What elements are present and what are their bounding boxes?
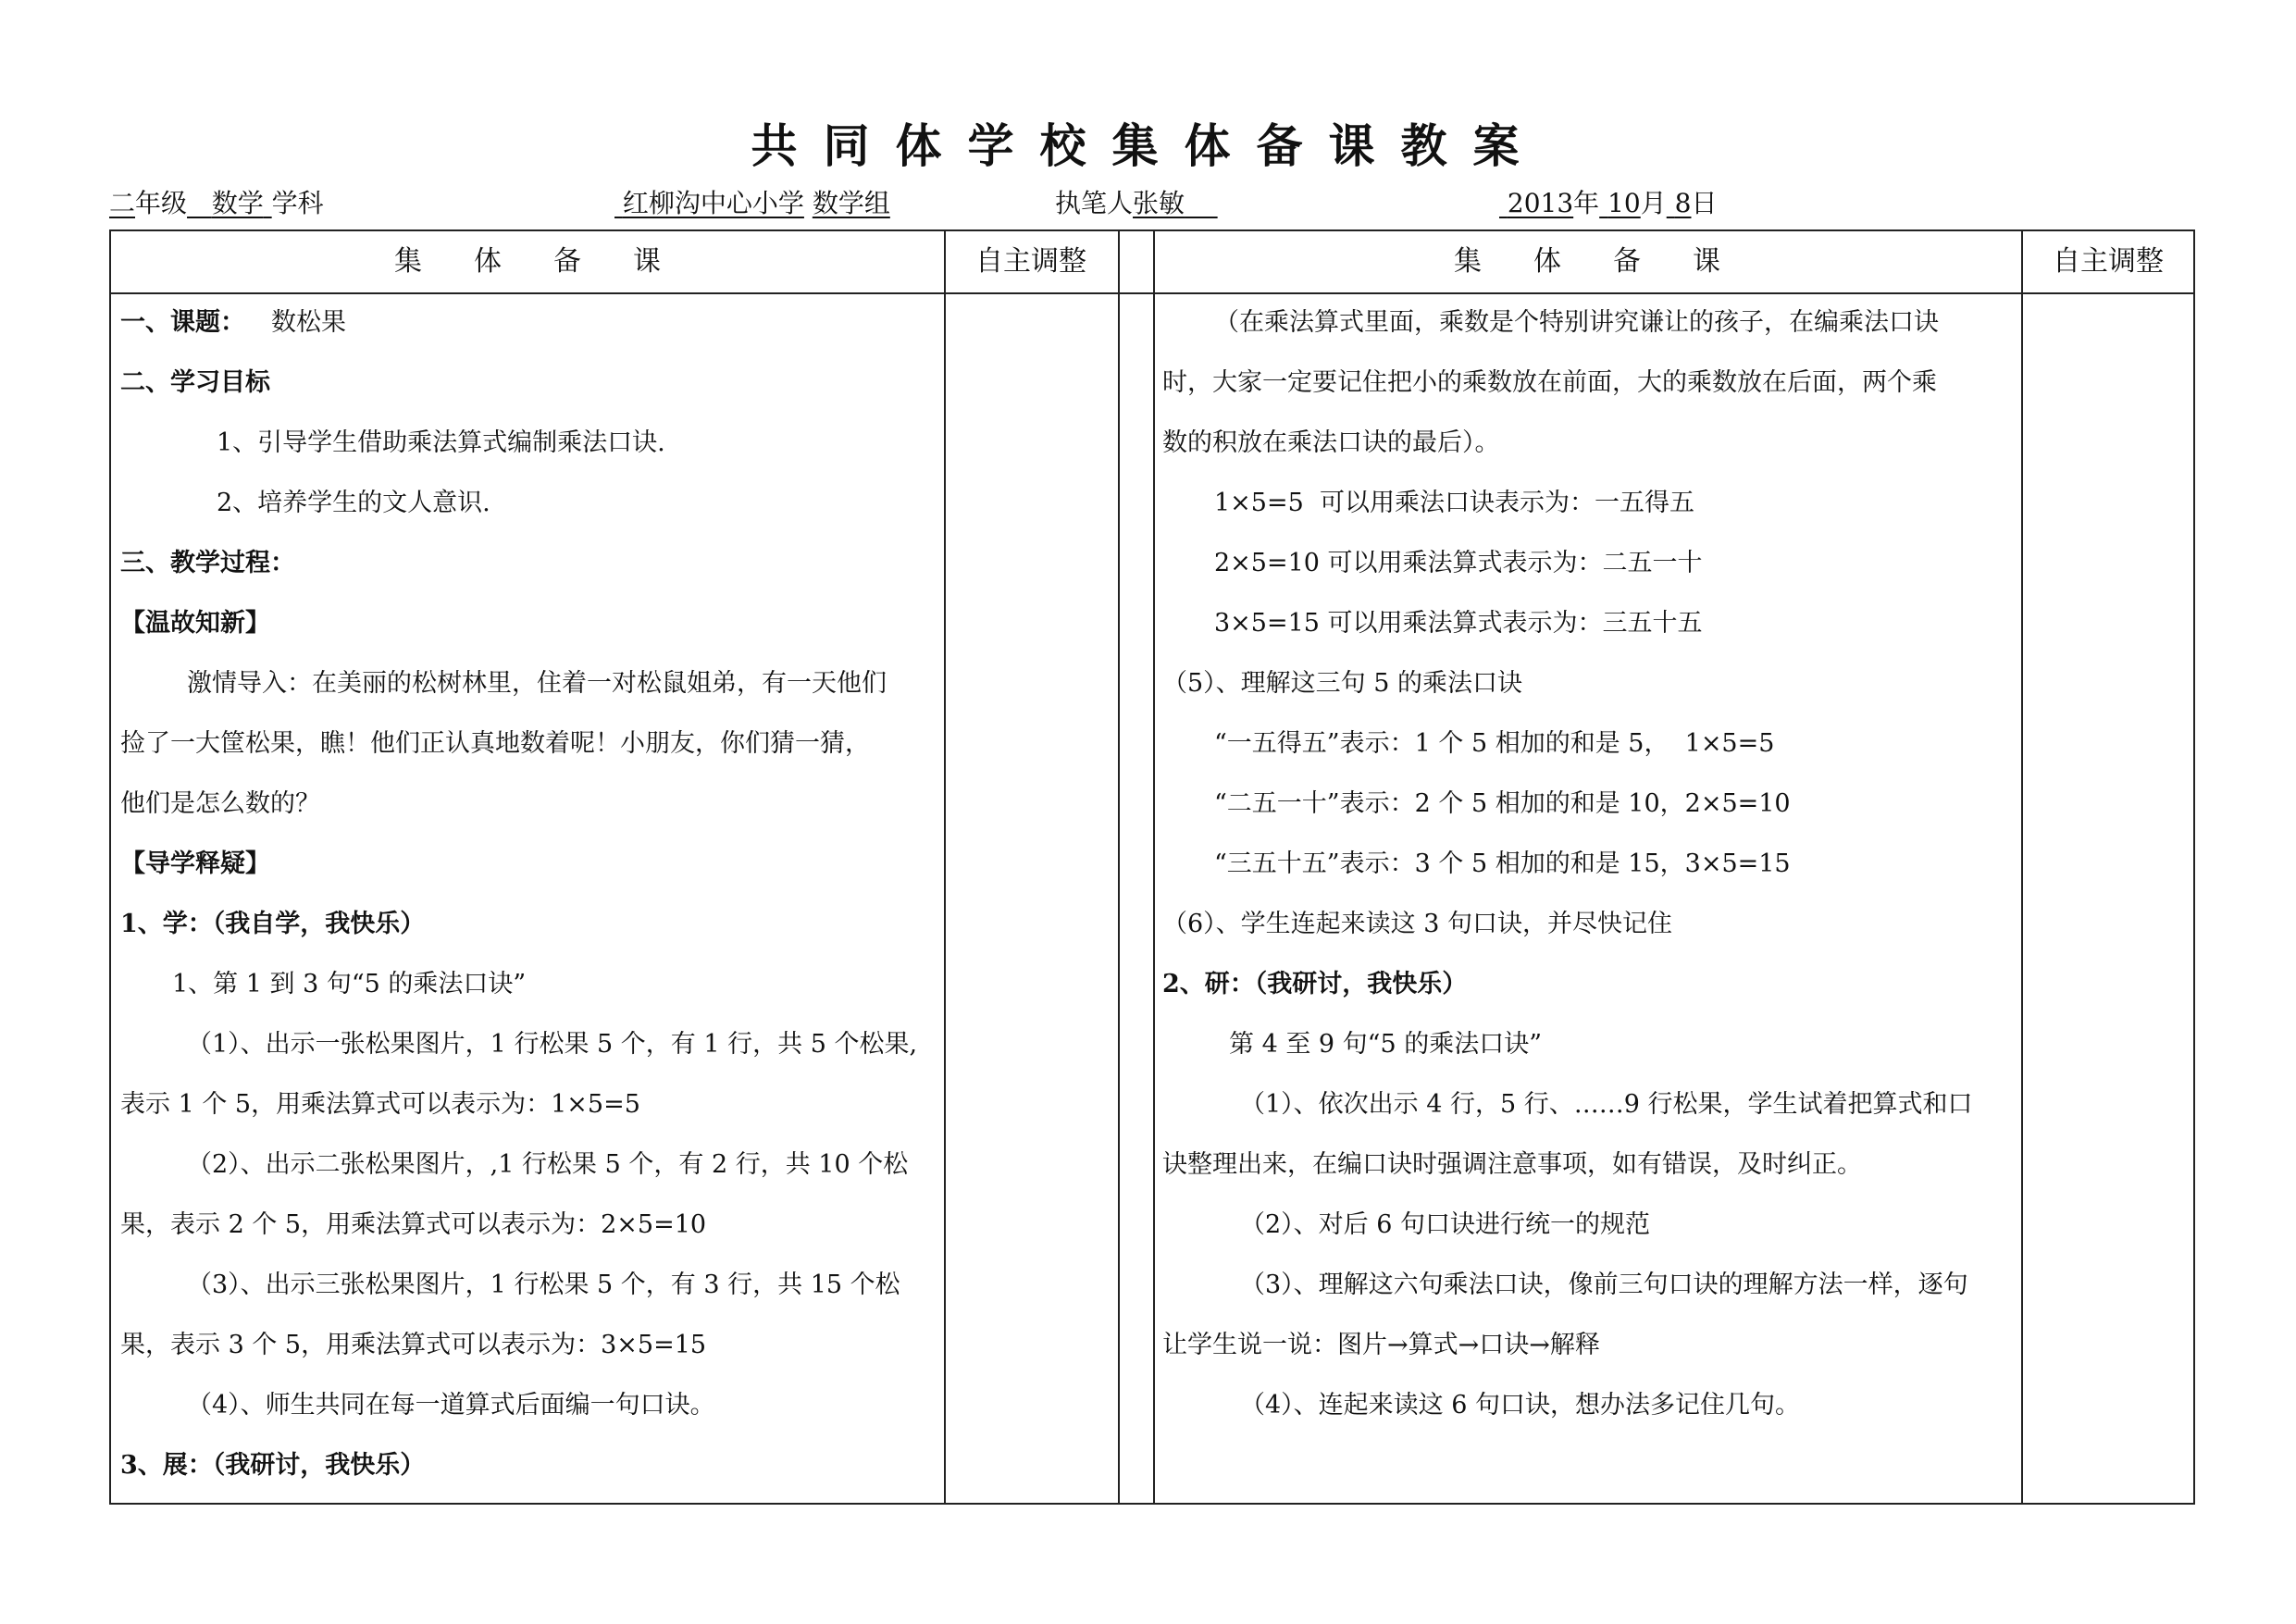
text-line: （在乘法算式里面，乘数是个特别讲究谦让的孩子，在编乘法口诀	[1214, 308, 1939, 337]
author-value: 张敏	[1133, 188, 1185, 218]
right-content	[1162, 292, 2014, 1435]
group-value: 数学组	[812, 188, 890, 218]
text-line: 捡了一大筐松果，瞧！他们正认真地数着呢！小朋友，你们猜一猜，	[120, 729, 870, 758]
text-line: 1×5=5 可以用乘法口诀表示为：一五得五	[1214, 489, 1694, 517]
goal-item: 1、引导学生借助乘法算式编制乘法口诀.	[217, 428, 665, 457]
day-suffix: 日	[1691, 188, 1718, 218]
section-heading: 三、教学过程：	[120, 549, 295, 577]
section-heading: 二、学习目标	[120, 368, 270, 397]
text-line: （1）、出示一张松果图片，1 行松果 5 个，有 1 行，共 5 个松果,	[187, 1030, 918, 1059]
text-line: 激情导入：在美丽的松树林里，住着一对松鼠姐弟，有一天他们	[187, 669, 887, 698]
step-heading: 1、学：（我自学，我快乐）	[120, 910, 426, 938]
lesson-plan-table	[109, 229, 2195, 1505]
school-group	[614, 183, 890, 220]
text-line: （4）、师生共同在每一道算式后面编一句口诀。	[187, 1391, 715, 1419]
left-content	[120, 292, 935, 1495]
text-line: （2）、出示二张松果图片，,1 行松果 5 个，有 2 行，共 10 个松	[187, 1150, 909, 1179]
school-value: 红柳沟中心小学	[622, 188, 804, 218]
text-line: （3）、出示三张松果图片，1 行松果 5 个，有 3 行，共 15 个松	[187, 1271, 900, 1299]
divider-line	[1153, 231, 1155, 1503]
subject-suffix: 学科	[271, 188, 324, 218]
text-line: （1）、依次出示 4 行，5 行、……9 行松果，学生试着把算式和口	[1240, 1090, 1973, 1119]
text-line: 诀整理出来，在编口诀时强调注意事项，如有错误，及时纠正。	[1162, 1150, 1862, 1179]
header-collective-left: 集体备课	[394, 245, 713, 278]
step-heading: 2、研：（我研讨，我快乐）	[1162, 970, 1468, 998]
text-line: “一五得五”表示：1 个 5 相加的和是 5， 1×5=5	[1214, 729, 1775, 758]
text-line: 第 4 至 9 句“5 的乘法口诀”	[1229, 1030, 1543, 1059]
grade-value: 二	[109, 188, 136, 218]
text-line: “三五十五”表示：3 个 5 相加的和是 15，3×5=15	[1214, 849, 1791, 878]
text-line: 果，表示 2 个 5，用乘法算式可以表示为：2×5=10	[120, 1210, 707, 1239]
text-line: 数的积放在乘法口诀的最后）。	[1162, 428, 1500, 457]
document-title: 共同体学校集体备课教案	[751, 118, 1545, 173]
text-line: 3×5=15 可以用乘法算式表示为：三五十五	[1214, 609, 1703, 638]
year-suffix: 年	[1573, 188, 1600, 218]
text-line: 果，表示 3 个 5，用乘法算式可以表示为：3×5=15	[120, 1331, 707, 1359]
divider-line	[1118, 231, 1120, 1503]
text-line: 时，大家一定要记住把小的乘数放在前面，大的乘数放在后面，两个乘	[1162, 368, 1937, 397]
text-line: （5）、理解这三句 5 的乘法口诀	[1162, 669, 1523, 698]
author-label: 执笔人	[1055, 188, 1134, 218]
text-line: 让学生说一说：图片→算式→口诀→解释	[1162, 1331, 1600, 1359]
text-line: 2×5=10 可以用乘法算式表示为：二五一十	[1214, 549, 1703, 577]
text-line: （2）、对后 6 句口诀进行统一的规范	[1240, 1210, 1651, 1239]
header-adjust-left: 自主调整	[975, 245, 1086, 278]
text-line: （6）、学生连起来读这 3 句口诀，并尽快记住	[1162, 910, 1673, 938]
text-line: 1、第 1 到 3 句“5 的乘法口诀”	[172, 970, 527, 998]
month-suffix: 月	[1640, 188, 1667, 218]
divider-line	[944, 231, 946, 1503]
year-value: 2013	[1507, 188, 1574, 218]
stage-heading: 【导学释疑】	[120, 849, 270, 878]
text-line: （3）、理解这六句乘法口诀，像前三句口诀的理解方法一样，逐句	[1240, 1271, 1968, 1299]
text-line: “二五一十”表示：2 个 5 相加的和是 10，2×5=10	[1214, 789, 1791, 818]
grade-subject	[109, 183, 324, 220]
text-line: （4）、连起来读这 6 句口诀，想办法多记住几句。	[1240, 1391, 1801, 1419]
goal-item: 2、培养学生的文人意识.	[217, 489, 490, 517]
step-heading: 3、展：（我研讨，我快乐）	[120, 1451, 426, 1480]
header-collective-right: 集体备课	[1454, 245, 1772, 278]
divider-line	[2021, 231, 2023, 1503]
text-line: 表示 1 个 5，用乘法算式可以表示为：1×5=5	[120, 1090, 640, 1119]
author-info	[1055, 183, 1218, 220]
date-info	[1499, 183, 1718, 220]
grade-suffix: 年级	[135, 188, 188, 218]
month-value: 10	[1607, 188, 1641, 218]
day-value: 8	[1674, 188, 1692, 218]
subject-value: 数学	[211, 188, 264, 218]
stage-heading: 【温故知新】	[120, 609, 270, 638]
topic-line: 一、课题： 数松果	[120, 308, 346, 337]
text-line: 他们是怎么数的？	[120, 789, 320, 818]
header-adjust-right: 自主调整	[2053, 245, 2164, 278]
